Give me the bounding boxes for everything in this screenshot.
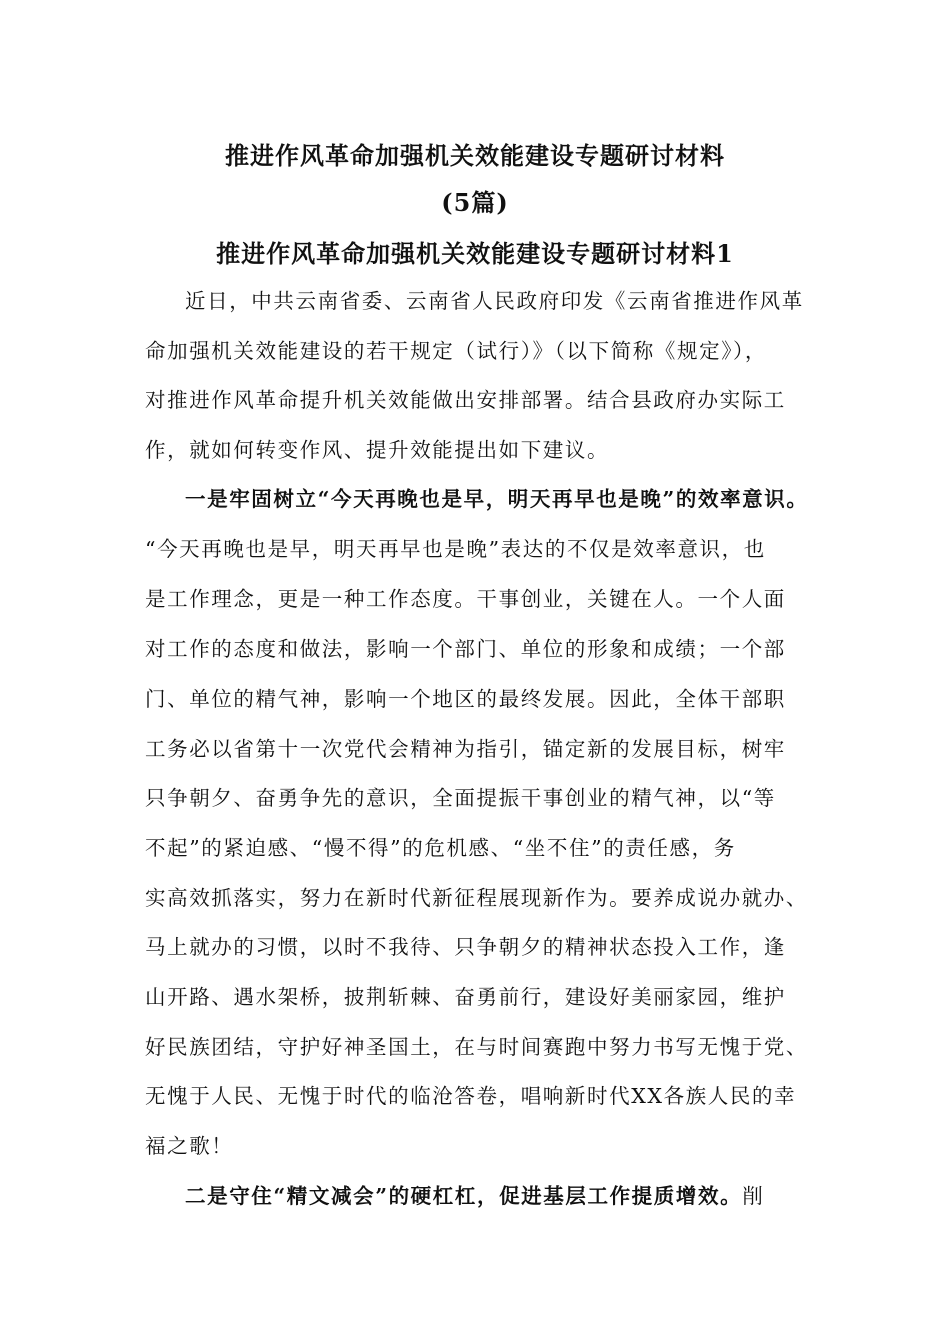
point-heading-text: 二是守住“精文减会”的硬杠杠，促进基层工作提质增效。 — [185, 1184, 743, 1208]
paragraph-line: 马上就办的习惯，以时不我待、只争朝夕的精神状态投入工作，逢 — [145, 935, 786, 959]
paragraph-line: 对推进作风革命提升机关效能做出安排部署。结合县政府办实际工 — [145, 388, 786, 412]
paragraph-line: 门、单位的精气神，影响一个地区的最终发展。因此，全体干部职 — [145, 687, 786, 711]
document-title-count: (5篇) — [441, 188, 509, 217]
paragraph-line: 作，就如何转变作风、提升效能提出如下建议。 — [145, 438, 610, 462]
section-title: 推进作风革命加强机关效能建设专题研讨材料1 — [216, 239, 734, 268]
paragraph-line: 不起”的紧迫感、“慢不得”的危机感、“坐不住”的责任感，务 — [145, 836, 736, 860]
paragraph-line: 是工作理念，更是一种工作态度。干事创业，关键在人。一个人面 — [145, 587, 786, 611]
paragraph-line: 工务必以省第十一次党代会精神为指引，锚定新的发展目标，树牢 — [145, 737, 786, 761]
document-title: 推进作风革命加强机关效能建设专题研讨材料 — [225, 141, 725, 170]
paragraph-line: 近日，中共云南省委、云南省人民政府印发《云南省推进作风革 — [185, 289, 804, 313]
paragraph-line: 好民族团结，守护好神圣国土，在与时间赛跑中努力书写无愧于党、 — [145, 1035, 808, 1059]
point-heading: 一是牢固树立“今天再晚也是早，明天再早也是晚”的效率意识。 — [185, 487, 809, 511]
paragraph-line: 山开路、遇水架桥，披荆斩棘、奋勇前行，建设好美丽家园，维护 — [145, 985, 786, 1009]
paragraph-line: 实高效抓落实，努力在新时代新征程展现新作为。要养成说办就办、 — [145, 886, 808, 910]
paragraph-line: 无愧于人民、无愧于时代的临沧答卷，唱响新时代XX各族人民的幸 — [145, 1084, 797, 1108]
paragraph-line: 命加强机关效能建设的若干规定（试行）》（以下简称《规定》）， — [145, 339, 767, 363]
paragraph-line: 对工作的态度和做法，影响一个部门、单位的形象和成绩；一个部 — [145, 637, 786, 661]
point-heading-continuation: 削 — [742, 1184, 765, 1208]
paragraph-line: “今天再晚也是早，明天再早也是晚”表达的不仅是效率意识，也 — [145, 537, 766, 561]
paragraph-line: 福之歌！ — [145, 1134, 234, 1158]
paragraph-line: 只争朝夕、奋勇争先的意识，全面提振干事创业的精气神，以“等 — [145, 786, 776, 810]
point-heading — [185, 1181, 764, 1211]
